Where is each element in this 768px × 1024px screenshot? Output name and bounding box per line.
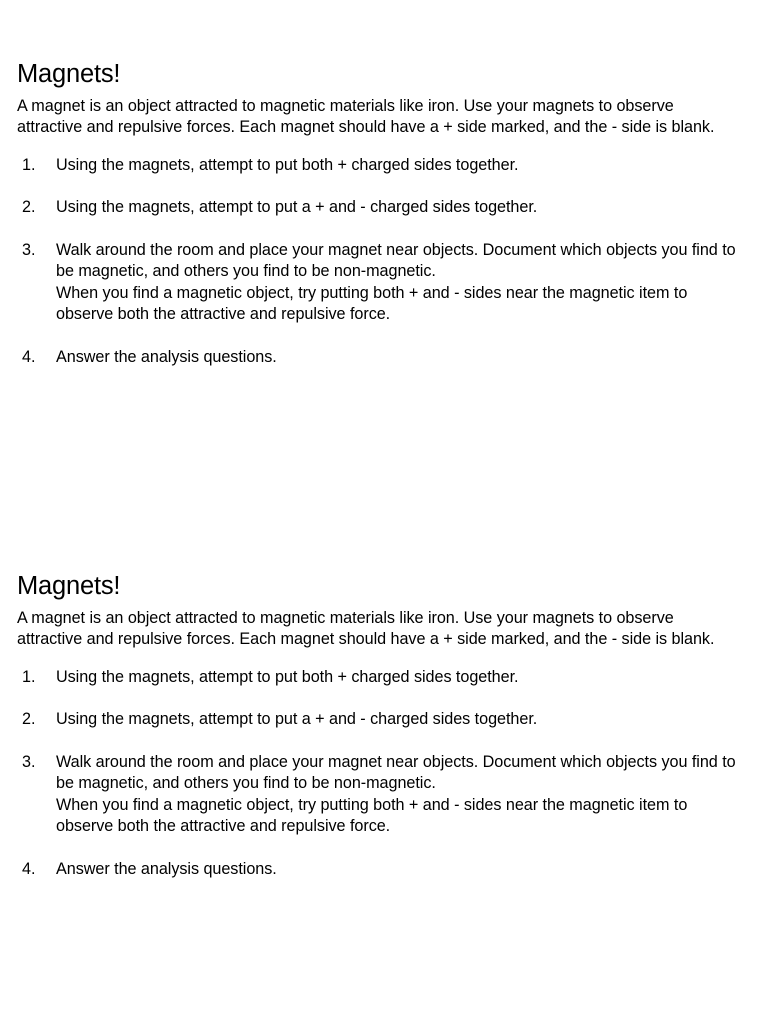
step-item [17,240,739,326]
section-title: Magnets! [17,572,121,600]
step-text-continued: When you find a magnetic object, try putting both + and - sides near the magnetic item to observe both the attractive and repulsive force. [56,795,688,836]
intro-paragraph: A magnet is an object attracted to magnetic materials like iron. Use your magnets to observe attractive and repulsive forces. Each magnet should have a + side marked, and the - side is blank. [17,97,715,137]
step-number: 2. [22,198,36,217]
step-text: Using the magnets, attempt to put a + and - charged sides together. [56,710,538,729]
step-number: 4. [22,347,36,366]
step-text: Answer the analysis questions. [56,859,277,878]
step-item [17,197,739,218]
step-number: 1. [22,667,36,686]
step-item [17,667,739,688]
step-text-continued: When you find a magnetic object, try putting both + and - sides near the magnetic item to observe both the attractive and repulsive force. [56,283,688,324]
step-number: 1. [22,155,36,174]
step-item [17,859,739,880]
step-number: 3. [22,753,36,771]
step-number: 2. [22,710,36,729]
step-number: 4. [22,859,36,878]
steps-list [17,155,739,368]
intro-paragraph: A magnet is an object attracted to magnetic materials like iron. Use your magnets to observe attractive and repulsive forces. Each magnet should have a + side marked, and the - side is blank. [17,609,715,649]
step-number: 3. [22,241,36,259]
step-text: Walk around the room and place your magnet near objects. Document which objects you find to be magnetic, and others you find to be non-magnetic. [56,753,736,793]
step-item [17,709,739,730]
worksheet-section-1 [17,58,739,389]
worksheet-section-2 [17,570,739,901]
step-item [17,752,739,838]
step-item [17,155,739,176]
step-text: Using the magnets, attempt to put both + charged sides together. [56,155,519,174]
step-text: Answer the analysis questions. [56,347,277,366]
steps-list [17,667,739,880]
step-text: Walk around the room and place your magnet near objects. Document which objects you find to be magnetic, and others you find to be non-magnetic. [56,241,736,281]
section-title: Magnets! [17,60,121,88]
step-item [17,347,739,368]
step-text: Using the magnets, attempt to put both + charged sides together. [56,667,519,686]
step-text: Using the magnets, attempt to put a + and - charged sides together. [56,198,538,217]
